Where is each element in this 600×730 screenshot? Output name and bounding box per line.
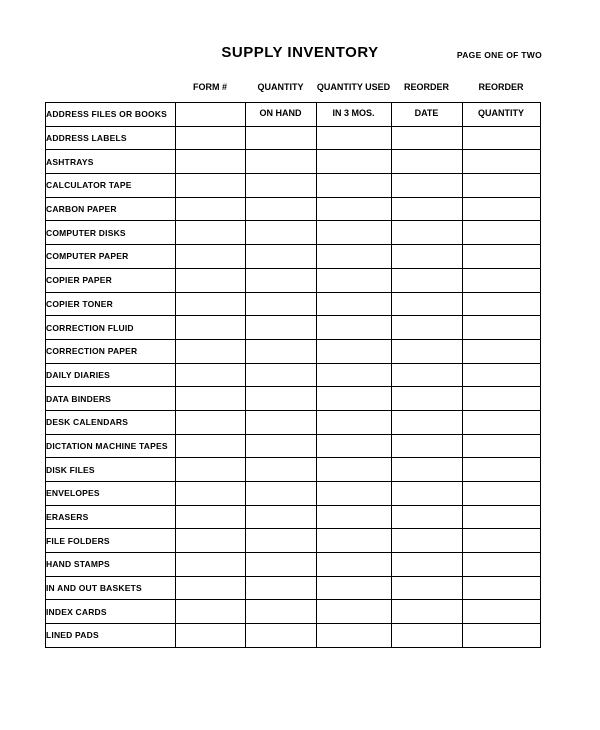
- column-header-line: IN 3 MOS.: [332, 108, 375, 118]
- item-label-cell: DAILY DIARIES: [46, 363, 176, 387]
- empty-value-cell: [317, 410, 392, 434]
- item-label-cell: CALCULATOR TAPE: [46, 174, 176, 198]
- empty-value-cell: [392, 529, 463, 553]
- column-header-line: DATE: [414, 108, 439, 118]
- empty-value-cell: [317, 150, 392, 174]
- empty-value-cell: [463, 529, 541, 553]
- empty-value-cell: [392, 221, 463, 245]
- empty-value-cell: [392, 339, 463, 363]
- empty-value-cell: [246, 410, 317, 434]
- empty-value-cell: [463, 245, 541, 269]
- empty-value-cell: [392, 363, 463, 387]
- empty-value-cell: [463, 292, 541, 316]
- empty-value-cell: [463, 103, 541, 127]
- empty-value-cell: [246, 576, 317, 600]
- empty-value-cell: [246, 387, 317, 411]
- item-label-cell: COMPUTER PAPER: [46, 245, 176, 269]
- table-row: [46, 221, 541, 245]
- empty-value-cell: [176, 505, 246, 529]
- empty-value-cell: [246, 126, 317, 150]
- empty-value-cell: [246, 363, 317, 387]
- empty-value-cell: [317, 600, 392, 624]
- empty-value-cell: [463, 126, 541, 150]
- item-label-cell: COMPUTER DISKS: [46, 221, 176, 245]
- empty-value-cell: [392, 126, 463, 150]
- empty-value-cell: [176, 103, 246, 127]
- item-label-cell: LINED PADS: [46, 624, 176, 648]
- item-label-cell: INDEX CARDS: [46, 600, 176, 624]
- empty-value-cell: [392, 103, 463, 127]
- empty-value-cell: [176, 150, 246, 174]
- empty-value-cell: [392, 458, 463, 482]
- empty-value-cell: [176, 624, 246, 648]
- page-indicator: PAGE ONE OF TWO: [456, 50, 542, 60]
- empty-value-cell: [463, 363, 541, 387]
- empty-value-cell: [246, 292, 317, 316]
- empty-value-cell: [463, 174, 541, 198]
- empty-value-cell: [392, 197, 463, 221]
- item-label-cell: COPIER TONER: [46, 292, 176, 316]
- table-row: [46, 434, 541, 458]
- item-label-cell: DESK CALENDARS: [46, 410, 176, 434]
- inventory-table: [45, 102, 541, 648]
- table-row: [46, 150, 541, 174]
- item-label-cell: COPIER PAPER: [46, 268, 176, 292]
- page-title: SUPPLY INVENTORY: [221, 44, 379, 61]
- item-label-cell: DICTATION MACHINE TAPES: [46, 434, 176, 458]
- empty-value-cell: [176, 434, 246, 458]
- empty-value-cell: [392, 268, 463, 292]
- empty-value-cell: [392, 387, 463, 411]
- empty-value-cell: [246, 482, 317, 506]
- empty-value-cell: [463, 600, 541, 624]
- empty-value-cell: [317, 316, 392, 340]
- table-row: [46, 103, 541, 127]
- empty-value-cell: [463, 553, 541, 577]
- table-row: [46, 363, 541, 387]
- empty-value-cell: [463, 505, 541, 529]
- column-header-line: QUANTITY: [257, 82, 304, 92]
- empty-value-cell: [176, 197, 246, 221]
- empty-value-cell: [176, 245, 246, 269]
- empty-value-cell: [246, 174, 317, 198]
- empty-value-cell: [392, 410, 463, 434]
- empty-value-cell: [317, 221, 392, 245]
- table-row: [46, 387, 541, 411]
- empty-value-cell: [392, 150, 463, 174]
- table-row: [46, 292, 541, 316]
- empty-value-cell: [176, 553, 246, 577]
- empty-value-cell: [317, 174, 392, 198]
- empty-value-cell: [392, 576, 463, 600]
- empty-value-cell: [317, 292, 392, 316]
- column-header-line: ON HAND: [259, 108, 302, 118]
- empty-value-cell: [176, 387, 246, 411]
- item-label-cell: CORRECTION PAPER: [46, 339, 176, 363]
- empty-value-cell: [176, 221, 246, 245]
- empty-value-cell: [246, 221, 317, 245]
- empty-value-cell: [246, 268, 317, 292]
- empty-value-cell: [463, 221, 541, 245]
- empty-value-cell: [392, 624, 463, 648]
- empty-value-cell: [246, 197, 317, 221]
- item-label-cell: ENVELOPES: [46, 482, 176, 506]
- column-header-line: QUANTITY: [478, 108, 524, 118]
- empty-value-cell: [317, 103, 392, 127]
- empty-value-cell: [392, 174, 463, 198]
- item-label-cell: ADDRESS LABELS: [46, 126, 176, 150]
- column-header-line: FORM #: [192, 82, 227, 92]
- empty-value-cell: [246, 339, 317, 363]
- table-row: [46, 339, 541, 363]
- empty-value-cell: [317, 505, 392, 529]
- table-row: [46, 458, 541, 482]
- empty-value-cell: [246, 434, 317, 458]
- item-label-cell: ERASERS: [46, 505, 176, 529]
- empty-value-cell: [246, 245, 317, 269]
- empty-value-cell: [392, 482, 463, 506]
- empty-value-cell: [392, 245, 463, 269]
- empty-value-cell: [176, 174, 246, 198]
- table-row: [46, 197, 541, 221]
- empty-value-cell: [317, 576, 392, 600]
- empty-value-cell: [392, 434, 463, 458]
- empty-value-cell: [317, 529, 392, 553]
- empty-value-cell: [176, 339, 246, 363]
- empty-value-cell: [317, 126, 392, 150]
- empty-value-cell: [317, 434, 392, 458]
- empty-value-cell: [392, 316, 463, 340]
- empty-value-cell: [463, 197, 541, 221]
- table-row: [46, 600, 541, 624]
- empty-value-cell: [463, 316, 541, 340]
- empty-value-cell: [463, 339, 541, 363]
- empty-value-cell: [176, 576, 246, 600]
- empty-value-cell: [176, 316, 246, 340]
- empty-value-cell: [317, 387, 392, 411]
- table-row: [46, 529, 541, 553]
- table-row: [46, 268, 541, 292]
- empty-value-cell: [463, 482, 541, 506]
- empty-value-cell: [246, 600, 317, 624]
- empty-value-cell: [246, 529, 317, 553]
- table-row: [46, 410, 541, 434]
- item-label-cell: ASHTRAYS: [46, 150, 176, 174]
- empty-value-cell: [463, 624, 541, 648]
- empty-value-cell: [176, 458, 246, 482]
- empty-value-cell: [317, 624, 392, 648]
- empty-value-cell: [392, 292, 463, 316]
- empty-value-cell: [176, 600, 246, 624]
- empty-value-cell: [392, 505, 463, 529]
- empty-value-cell: [392, 553, 463, 577]
- item-label-cell: CARBON PAPER: [46, 197, 176, 221]
- empty-value-cell: [463, 410, 541, 434]
- empty-value-cell: [176, 482, 246, 506]
- item-label-cell: DISK FILES: [46, 458, 176, 482]
- empty-value-cell: [317, 268, 392, 292]
- item-label-cell: HAND STAMPS: [46, 553, 176, 577]
- empty-value-cell: [317, 197, 392, 221]
- empty-value-cell: [176, 268, 246, 292]
- empty-value-cell: [246, 150, 317, 174]
- empty-value-cell: [246, 316, 317, 340]
- empty-value-cell: [246, 458, 317, 482]
- item-label-cell: CORRECTION FLUID: [46, 316, 176, 340]
- item-label-cell: ADDRESS FILES OR BOOKS: [46, 103, 176, 127]
- empty-value-cell: [463, 387, 541, 411]
- empty-value-cell: [176, 126, 246, 150]
- empty-value-cell: [317, 458, 392, 482]
- item-label-cell: FILE FOLDERS: [46, 529, 176, 553]
- empty-value-cell: [246, 553, 317, 577]
- item-label-cell: DATA BINDERS: [46, 387, 176, 411]
- empty-value-cell: [246, 103, 317, 127]
- table-row: [46, 624, 541, 648]
- table-row: [46, 316, 541, 340]
- empty-value-cell: [317, 339, 392, 363]
- empty-value-cell: [463, 150, 541, 174]
- empty-value-cell: [246, 505, 317, 529]
- empty-value-cell: [463, 434, 541, 458]
- table-row: [46, 505, 541, 529]
- empty-value-cell: [463, 576, 541, 600]
- table-row: [46, 174, 541, 198]
- item-label-cell: IN AND OUT BASKETS: [46, 576, 176, 600]
- empty-value-cell: [176, 410, 246, 434]
- table-row: [46, 553, 541, 577]
- empty-value-cell: [317, 553, 392, 577]
- empty-value-cell: [317, 245, 392, 269]
- table-row: [46, 126, 541, 150]
- inventory-table-body: [46, 103, 541, 648]
- empty-value-cell: [317, 482, 392, 506]
- empty-value-cell: [463, 268, 541, 292]
- table-row: [46, 576, 541, 600]
- empty-value-cell: [176, 529, 246, 553]
- empty-value-cell: [392, 600, 463, 624]
- empty-value-cell: [317, 363, 392, 387]
- table-row: [46, 245, 541, 269]
- empty-value-cell: [176, 292, 246, 316]
- column-header-line: REORDER: [403, 82, 449, 92]
- table-row: [46, 482, 541, 506]
- column-header-line: QUANTITY USED: [316, 82, 391, 92]
- column-header-line: REORDER: [478, 82, 524, 92]
- empty-value-cell: [246, 624, 317, 648]
- empty-value-cell: [463, 458, 541, 482]
- empty-value-cell: [176, 363, 246, 387]
